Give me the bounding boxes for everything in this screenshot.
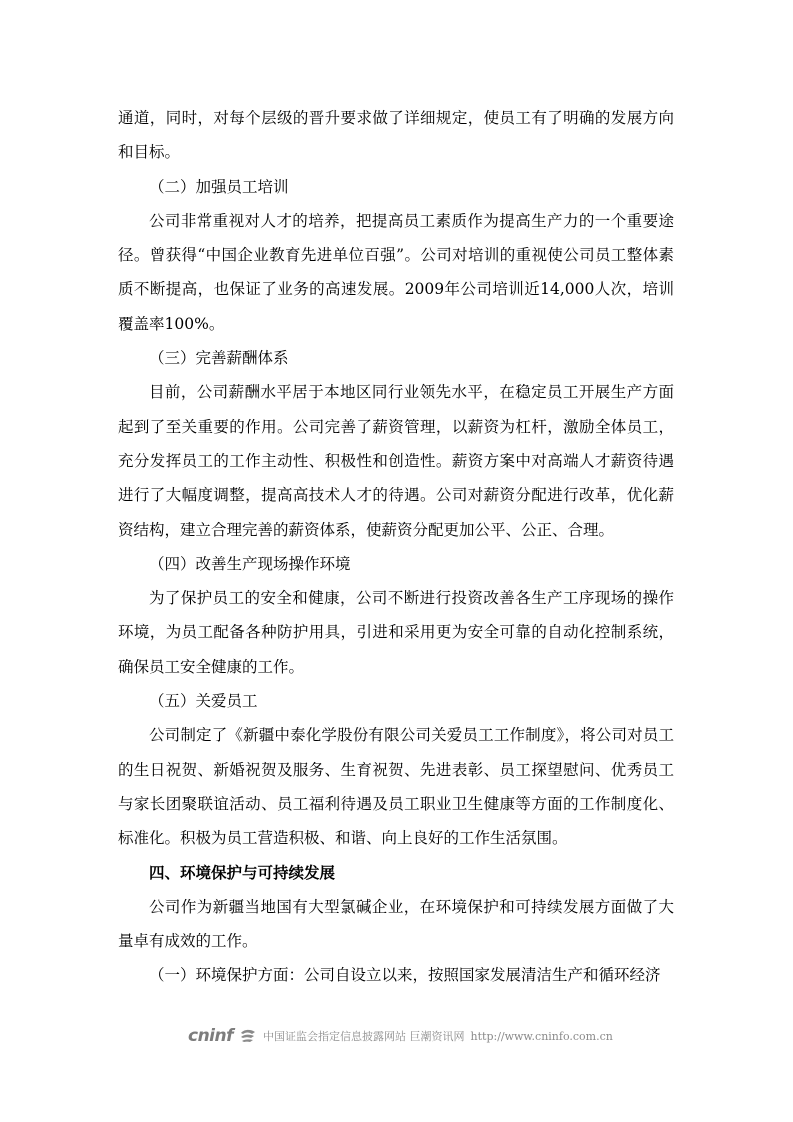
paragraph-compensation: 目前，公司薪酬水平居于本地区同行业领先水平，在稳定员工开展生产方面起到了至关重要的作用。公司完善了薪资管理，以薪资为杠杆，激励全体员工，充分发挥员工的工作主动性、积极性和创造性。薪资方案中对高端人才薪资待遇进行了大幅度调整，提高高技术人才的待遇。公司对薪资分配进行改革，优化薪资结构，建立合理完善的薪资体系，使薪资分配更加公平、公正、合理。: [118, 383, 674, 539]
paragraph-environment-protection: （一）环境保护方面：公司自设立以来，按照国家发展清洁生产和循环经济: [149, 966, 661, 985]
subheading-training: （二）加强员工培训: [149, 177, 289, 196]
footer-site-text: 中国证监会指定信息披露网站 巨潮资讯网: [263, 1030, 465, 1043]
subheading-employee-care: （五）关爱员工: [149, 692, 258, 711]
page-footer: [188, 1024, 613, 1048]
paragraph-environment-intro: 公司作为新疆当地国有大型氯碱企业，在环境保护和可持续发展方面做了大量卓有成效的工作。: [118, 897, 674, 951]
section-heading-environment: 四、环境保护与可持续发展: [149, 862, 336, 882]
subheading-work-environment: （四）改善生产现场操作环境: [149, 554, 351, 573]
paragraph-training: 公司非常重视对人才的培养，把提高员工素质作为提高生产力的一个重要途径。曾获得“中国企业教育先进单位百强”。公司对培训的重视使公司员工整体素质不断提高，也保证了业务的高速发展。2009年公司培训近14,000人次，培训覆盖率100%。: [118, 211, 674, 333]
footer-url[interactable]: http://www.cninfo.com.cn: [470, 1029, 613, 1043]
cninfo-logo-icon: [239, 1028, 257, 1044]
cninfo-logo: cninf: [188, 1026, 234, 1046]
subheading-compensation: （三）完善薪酬体系: [149, 349, 289, 368]
paragraph-work-environment: 为了保护员工的安全和健康，公司不断进行投资改善各生产工序现场的操作环境，为员工配备各种防护用具，引进和采用更为安全可靠的自动化控制系统，确保员工安全健康的工作。: [118, 589, 674, 676]
paragraph-employee-care: 公司制定了《新疆中泰化学股份有限公司关爱员工工作制度》，将公司对员工的生日祝贺、新婚祝贺及服务、生育祝贺、先进表彰、员工探望慰问、优秀员工与家长团聚联谊活动、员工福利待遇及员工职业卫生健康等方面的工作制度化、标准化。积极为员工营造积极、和谐、向上良好的工作生活氛围。: [118, 726, 674, 848]
paragraph-continuation: 通道，同时，对每个层级的晋升要求做了详细规定，使员工有了明确的发展方向和目标。: [118, 109, 674, 162]
document-body: [118, 101, 674, 993]
